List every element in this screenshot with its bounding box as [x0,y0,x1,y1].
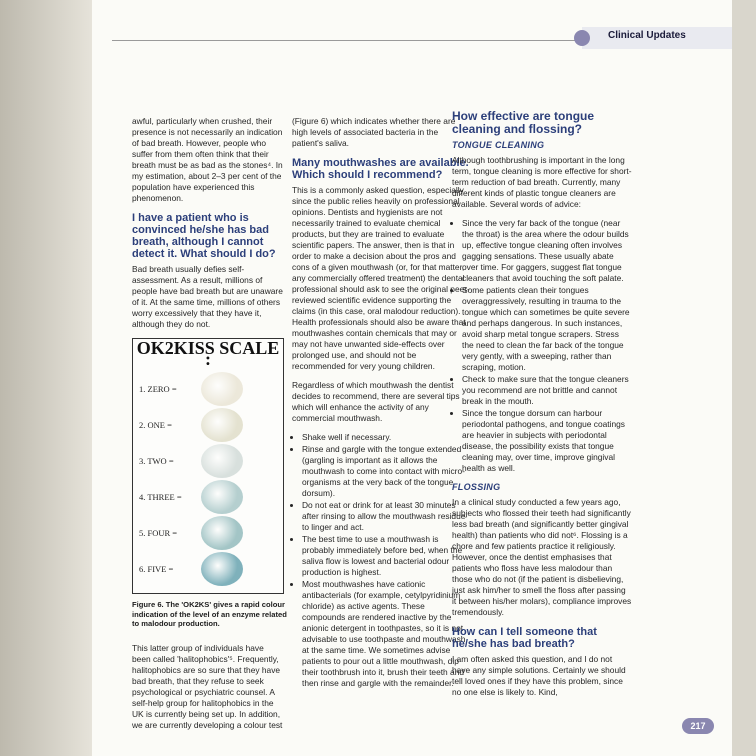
scale-row [133,407,283,443]
col1-heading: I have a patient who is convinced he/she has bad breath, although I cannot detect it. What should I do? [132,212,276,260]
colour-swatch [201,480,243,514]
list-item: • Since the tongue dorsum can harbour periodontal pathogens, and tongue coatings are heavier in subjects with periodontal disease, the possibility exists that tongue cleaning may, over time, improve gingival health as well. [462,408,632,474]
scale-title: OK2KISS SCALE : [136,338,280,369]
subheading-tongue-cleaning: TONGUE CLEANING [452,140,545,150]
scale-row [133,371,283,407]
column-2 [292,116,470,697]
list-item: • Check to make sure that the tongue cleaners you recommend are not brittle and cannot break in the mouth. [462,374,632,407]
col3-paragraph-1: Although toothbrushing is important in the long term, tongue cleaning is more effective for short-term reduction of bad breath. Currently, many different kinds of plastic tongue cleaners are available. Several words of advice: [452,155,632,209]
section-tab [582,27,732,49]
list-item: • Since the very far back of the tongue (near the throat) is the area where the odour builds up, effective tongue cleaning often involves gagging sensations. These usually abate over time. For gaggers, suggest flat tongue cleaners that avoid touching the soft palate. [462,218,632,284]
scale-label: 2. ONE = [139,419,172,430]
colour-swatch [201,516,243,550]
col2-paragraph-3: Regardless of which mouthwash the dentist decides to recommend, there are several tips which will enhance the activity of any commercial mouthwash. [292,380,460,423]
scale-row [133,515,283,551]
colour-swatch [201,408,243,442]
list-item: • Rinse and gargle with the tongue extended (gargling is important as it allows the mouthwash to come into contact with micro-organisms at the very back of the tongue dorsum). [302,444,470,499]
col3-heading-2: How can I tell someone that he/she has bad breath? [452,626,597,650]
scale-label: 5. FOUR = [139,527,178,538]
scale-row [133,551,283,587]
col2-heading: Many mouthwashes are available. Which should I recommend? [292,157,469,181]
colour-swatch [201,444,243,478]
list-item: • Shake well if necessary. [302,432,470,443]
scale-label: 6. FIVE = [139,563,174,574]
col2-paragraph-2: This is a commonly asked question, especially since the public relies heavily on professional opinions. Dentists and hygienists are not necessarily trained to evaluate chemical products, but they are trained to evaluate scientific papers. The answer, then is that in order to make a decision about the pros and cons of a given mouthwash (or, for that matter, any commercially offered treatment) the dental professional should ask to see the original peer-reviewed scientific evidence supporting the claims (in this case, oral malodour reduction). Health professionals should also be aware that mouthwashes contain chemicals that may or may not have unwanted side-effects over prolonged use, and should not be recommended for very young children. [292,185,470,371]
col1-paragraph-3: This latter group of individuals have been called 'halitophobics'⁵. Frequently, halitophobics are so sure that they have bad breath, that they refuse to seek psychological or psychiatric counsel. A self-help group for halitophobics in the UK is currently being set up. In addition, we are currently developing a colour test [132,642,283,730]
colour-swatch [201,372,243,406]
col2-paragraph-1: (Figure 6) which indicates whether there are high levels of associated bacteria in the patient's saliva. [292,116,456,148]
scale-row [133,443,283,479]
col3-paragraph-2: In a clinical study conducted a few years ago, subjects who flossed their teeth had significantly less bad breath (and significantly better gingival health) than patients who did not⁶. Flossing is a chore and few patients practice it religiously. However, once the dentist emphasises that patients who floss have less malodour than those who do not (if the patient is disbelieving, just ask him/her to smell the floss after passing it between his/her molars), compliance improves tremendously. [452,497,632,617]
tongue-cleaning-list [452,218,632,474]
scale-row [133,479,283,515]
col1-paragraph-1: awful, particularly when crushed, their presence is not necessarily an indication of bad breath. However, people who suffer from them often think that their breath must be as bad as the stones⁴. In my estimation, about 2–3 per cent of the population have experienced this phenomenon. [132,116,283,203]
col3-paragraph-3: I am often asked this question, and I do not have any simple solutions. Certainly we should tell loved ones if they have this problem, since no one else is likely to. Kind, [452,654,626,697]
col3-heading: How effective are tongue cleaning and flossing? [452,109,595,136]
scale-label: 3. TWO = [139,455,174,466]
column-1 [132,116,287,739]
page-shadow [0,0,92,756]
page-number-badge: 217 [682,718,714,734]
figure-caption: Figure 6. The 'OK2KS' gives a rapid colour indication of the level of an enzyme related to malodour production. [132,600,287,628]
section-label: Clinical Updates [608,30,686,41]
ok2kiss-scale-figure [132,338,284,594]
scale-label: 1. ZERO = [139,383,177,394]
col1-paragraph-2: Bad breath usually defies self-assessment. As a result, millions of people have bad breath but are unaware of it. At the same time, millions of others worry excessively that they have it, although they do not. [132,264,283,329]
mouthwash-tips-list [292,432,470,689]
list-item: • Most mouthwashes have cationic antibacterials (for example, cetylpyridinium chloride) as active agents. These compounds are rendered inactive by the anionic detergent in toothpastes, so it is not advisable to use toothpaste and mouthwash at the same time. We sometimes advise patients to pour out a little mouthwash, dip their toothbrush into it, brush their teeth and then rinse and gargle with the remainder. [302,579,470,689]
subheading-flossing: FLOSSING [452,482,501,492]
list-item: • The best time to use a mouthwash is probably immediately before bed, when the saliva flow is lowest and bacterial odour production is highest. [302,534,470,578]
section-dot-icon [574,30,590,46]
journal-page [92,0,732,756]
column-3 [452,110,632,706]
list-item: • Do not eat or drink for at least 30 minutes after rinsing to allow the mouthwash residue to linger and act. [302,500,470,533]
scale-label: 4. THREE = [139,491,182,502]
colour-swatch [201,552,243,586]
list-item: • Some patients clean their tongues overaggressively, resulting in trauma to the tongue which can sometimes be quite severe and perhaps dangerous. In such instances, avoid sharp metal tongue scrapers. Stress the need to clean the far back of the tongue very gently, with a sweeping, rather than scraping, motion. [462,285,632,373]
